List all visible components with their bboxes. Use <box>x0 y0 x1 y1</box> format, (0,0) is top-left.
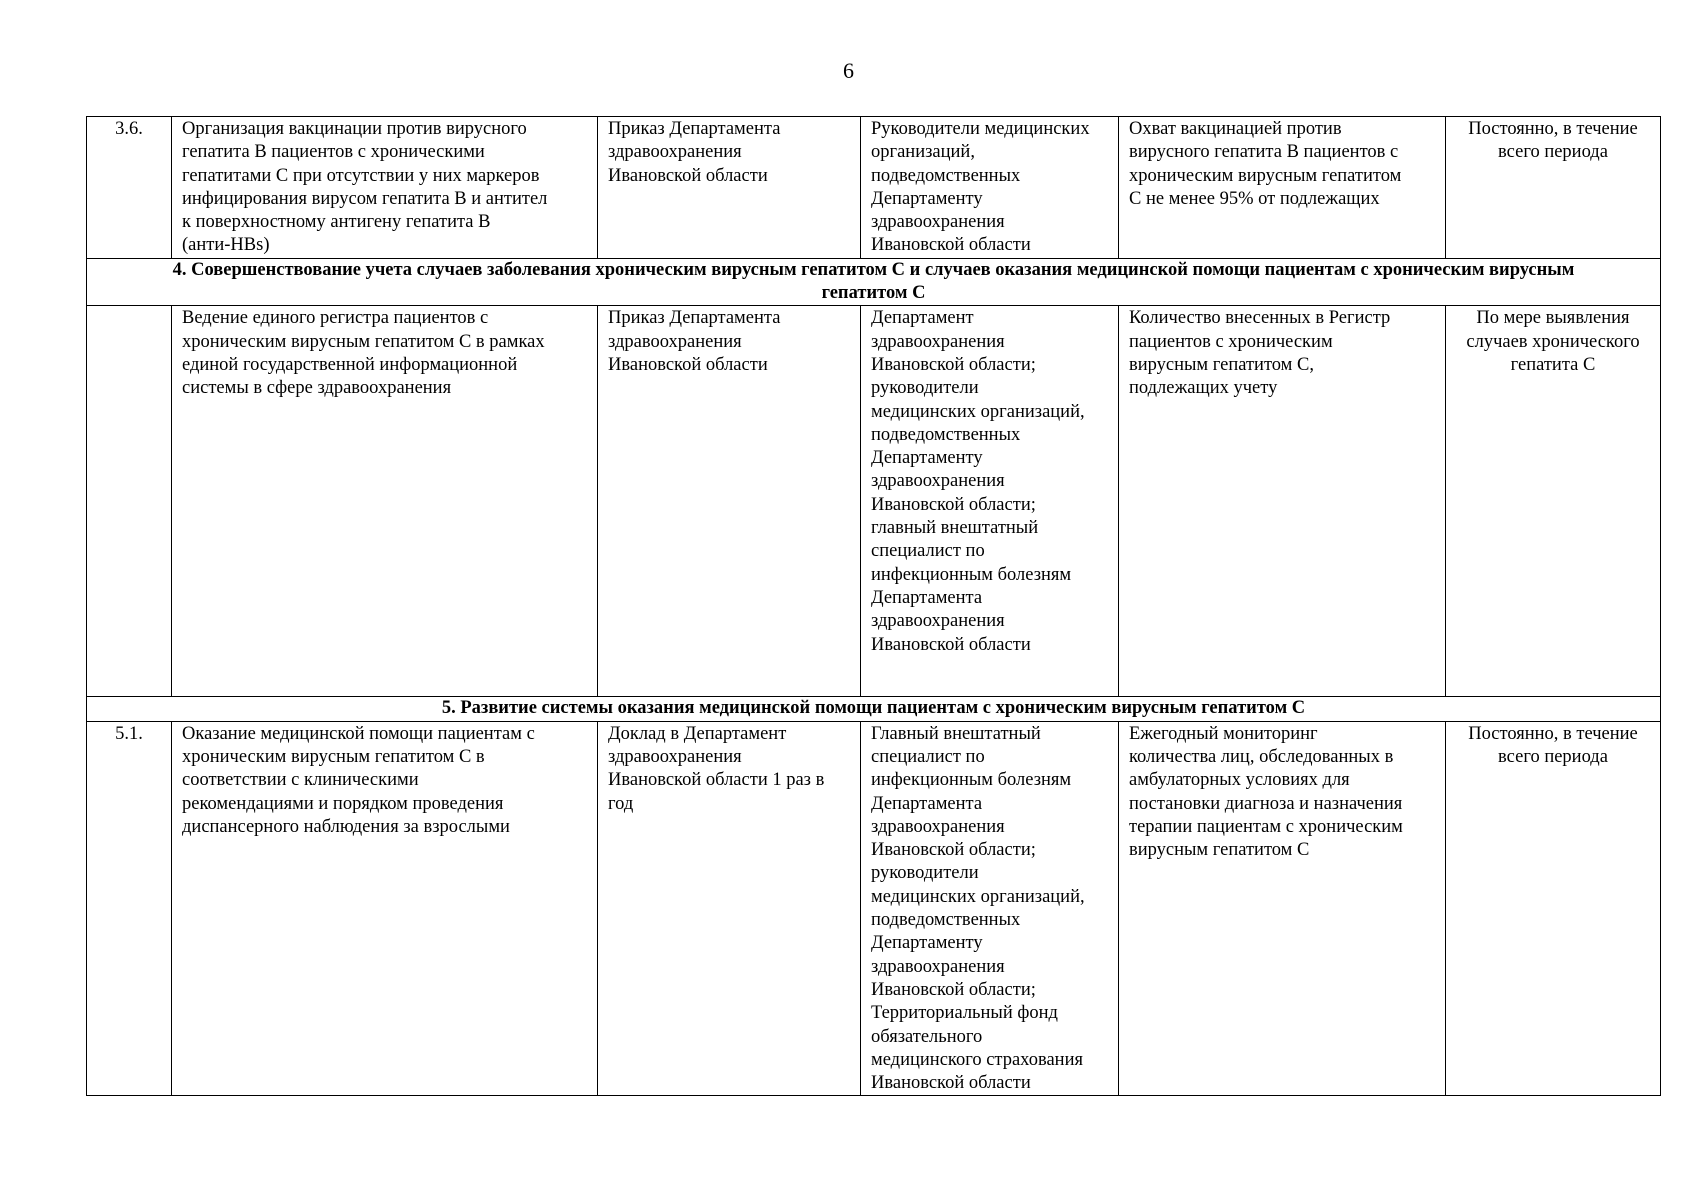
text-line: Охват вакцинацией против <box>1129 119 1342 139</box>
text-line: системы в сфере здравоохранения <box>182 378 452 399</box>
text-line: медицинских организаций, <box>871 886 1085 907</box>
text-line: случаев хронического <box>1466 331 1640 352</box>
text-line: терапии пациентам с хроническим <box>1129 816 1403 837</box>
activity-cell <box>172 721 598 1096</box>
text-line: здравоохранения <box>608 746 742 767</box>
text-line: рекомендациями и порядком проведения <box>182 793 504 814</box>
text-line: вирусным гепатитом С, <box>1129 354 1314 375</box>
text-line: диспансерного наблюдения за взрослыми <box>182 816 510 837</box>
text-line: 5. Развитие системы оказания медицинской помощи пациентам с хроническим вирусным гепатитом С <box>441 698 1306 719</box>
indicator-cell <box>1119 721 1446 1096</box>
text-line: руководители <box>871 378 979 399</box>
item-number: 5.1. <box>87 721 172 1096</box>
text-line: Ежегодный мониторинг <box>1129 723 1318 744</box>
text-line: здравоохранения <box>608 142 742 163</box>
responsible-cell <box>861 721 1119 1096</box>
text-line: специалист по <box>871 746 985 767</box>
indicator-cell <box>1119 306 1446 697</box>
text-line: Руководители медицинских <box>871 119 1090 139</box>
text-line: Постоянно, в течение <box>1468 723 1638 744</box>
text-line: к поверхностному антигену гепатита В <box>182 212 491 233</box>
page-number: 6 <box>843 58 854 83</box>
term-cell <box>1446 721 1661 1096</box>
text-line: Количество внесенных в Регистр <box>1129 308 1391 329</box>
text-line: Департамента <box>871 587 983 608</box>
text-line: гепатита В пациентов с хроническими <box>182 142 485 163</box>
text-line: медицинских организаций, <box>871 401 1085 422</box>
text-line: Организация вакцинации против вирусного <box>182 119 527 139</box>
term-cell <box>1446 306 1661 697</box>
activity-cell <box>172 306 598 697</box>
text-line: Департаменту <box>871 448 983 469</box>
text-line: подведомственных <box>871 424 1021 445</box>
text-line: подведомственных <box>871 910 1021 931</box>
activity-cell <box>172 117 598 259</box>
text-line: медицинского страхования <box>871 1049 1083 1070</box>
text-line: Ивановской области <box>871 1073 1031 1094</box>
item-number <box>87 306 172 697</box>
item-number: 3.6. <box>87 117 172 259</box>
text-line: Ивановской области; <box>871 494 1036 515</box>
text-line: хроническим вирусным гепатитом <box>1129 165 1402 186</box>
text-line: главный внештатный <box>871 518 1039 539</box>
text-line: гепатитом С <box>821 283 926 304</box>
text-line: инфекционным болезням <box>871 770 1072 791</box>
term-cell <box>1446 117 1661 259</box>
text-line: всего периода <box>1498 142 1608 163</box>
text-line: Ивановской области 1 раз в <box>608 770 825 791</box>
table-row <box>87 306 1661 697</box>
text-line: Ведение единого регистра пациентов с <box>182 308 489 329</box>
text-line: вирусным гепатитом С <box>1129 840 1310 861</box>
text-line: Территориальный фонд <box>871 1003 1058 1024</box>
text-line: гепатита С <box>1510 354 1596 375</box>
text-line: хроническим вирусным гепатитом С в <box>182 746 485 767</box>
text-line: Ивановской области; <box>871 354 1036 375</box>
text-line: обязательного <box>871 1026 983 1047</box>
text-line: здравоохранения <box>608 331 742 352</box>
text-line: здравоохранения <box>871 212 1005 233</box>
text-line: амбулаторных условиях для <box>1129 770 1350 791</box>
document-cell <box>598 306 861 697</box>
text-line: количества лиц, обследованных в <box>1129 746 1394 767</box>
text-line: Главный внештатный <box>871 723 1041 744</box>
text-line: руководители <box>871 863 979 884</box>
text-line: Приказ Департамента <box>608 119 781 139</box>
text-line: соответствии с клиническими <box>182 770 419 791</box>
section-header-row <box>87 697 1661 721</box>
text-line: Доклад в Департамент <box>608 723 787 744</box>
text-line: организаций, <box>871 142 975 163</box>
text-line: Департаменту <box>871 188 983 209</box>
text-line: Ивановской области; <box>871 840 1036 861</box>
indicator-cell <box>1119 117 1446 259</box>
section-header-row <box>87 258 1661 306</box>
text-line: Ивановской области <box>608 165 768 186</box>
text-line: С не менее 95% от подлежащих <box>1129 188 1380 209</box>
section-title <box>87 697 1661 721</box>
text-line: инфицирования вирусом гепатита В и антител <box>182 188 548 209</box>
document-cell <box>598 721 861 1096</box>
text-line: здравоохранения <box>871 331 1005 352</box>
text-line: здравоохранения <box>871 816 1005 837</box>
action-plan-table <box>86 116 1661 1096</box>
text-line: Ивановской области <box>871 235 1031 256</box>
responsible-cell <box>861 117 1119 259</box>
text-line: вирусного гепатита В пациентов с <box>1129 142 1399 163</box>
responsible-cell <box>861 306 1119 697</box>
text-line: Оказание медицинской помощи пациентам с <box>182 723 535 744</box>
table-row <box>87 117 1661 259</box>
text-line: Приказ Департамента <box>608 308 781 329</box>
text-line: хроническим вирусным гепатитом С в рамках <box>182 331 545 352</box>
text-line: гепатитами С при отсутствии у них маркеров <box>182 165 540 186</box>
text-line: По мере выявления <box>1476 308 1630 329</box>
text-line: постановки диагноза и назначения <box>1129 793 1403 814</box>
section-title <box>87 258 1661 306</box>
text-line: пациентов с хроническим <box>1129 331 1333 352</box>
text-line: год <box>608 793 634 814</box>
text-line: единой государственной информационной <box>182 354 518 375</box>
text-line: здравоохранения <box>871 956 1005 977</box>
text-line: здравоохранения <box>871 611 1005 632</box>
document-cell <box>598 117 861 259</box>
text-line: всего периода <box>1498 746 1608 767</box>
text-line: 4. Совершенствование учета случаев заболевания хроническим вирусным гепатитом С и случаев оказания медицинской помощи пациентам с хроническим вирусным <box>172 259 1575 280</box>
table-row <box>87 721 1661 1096</box>
text-line: специалист по <box>871 541 985 562</box>
text-line: инфекционным болезням <box>871 564 1072 585</box>
text-line: здравоохранения <box>871 471 1005 492</box>
text-line: Постоянно, в течение <box>1468 119 1638 139</box>
text-line: Департаменту <box>871 933 983 954</box>
text-line: подведомственных <box>871 165 1021 186</box>
text-line: Департамента <box>871 793 983 814</box>
text-line: Ивановской области <box>871 634 1031 655</box>
text-line: Ивановской области; <box>871 979 1036 1000</box>
text-line: (анти-HBs) <box>182 235 270 256</box>
text-line: Департамент <box>871 308 974 329</box>
text-line: Ивановской области <box>608 354 768 375</box>
text-line: подлежащих учету <box>1129 378 1278 399</box>
